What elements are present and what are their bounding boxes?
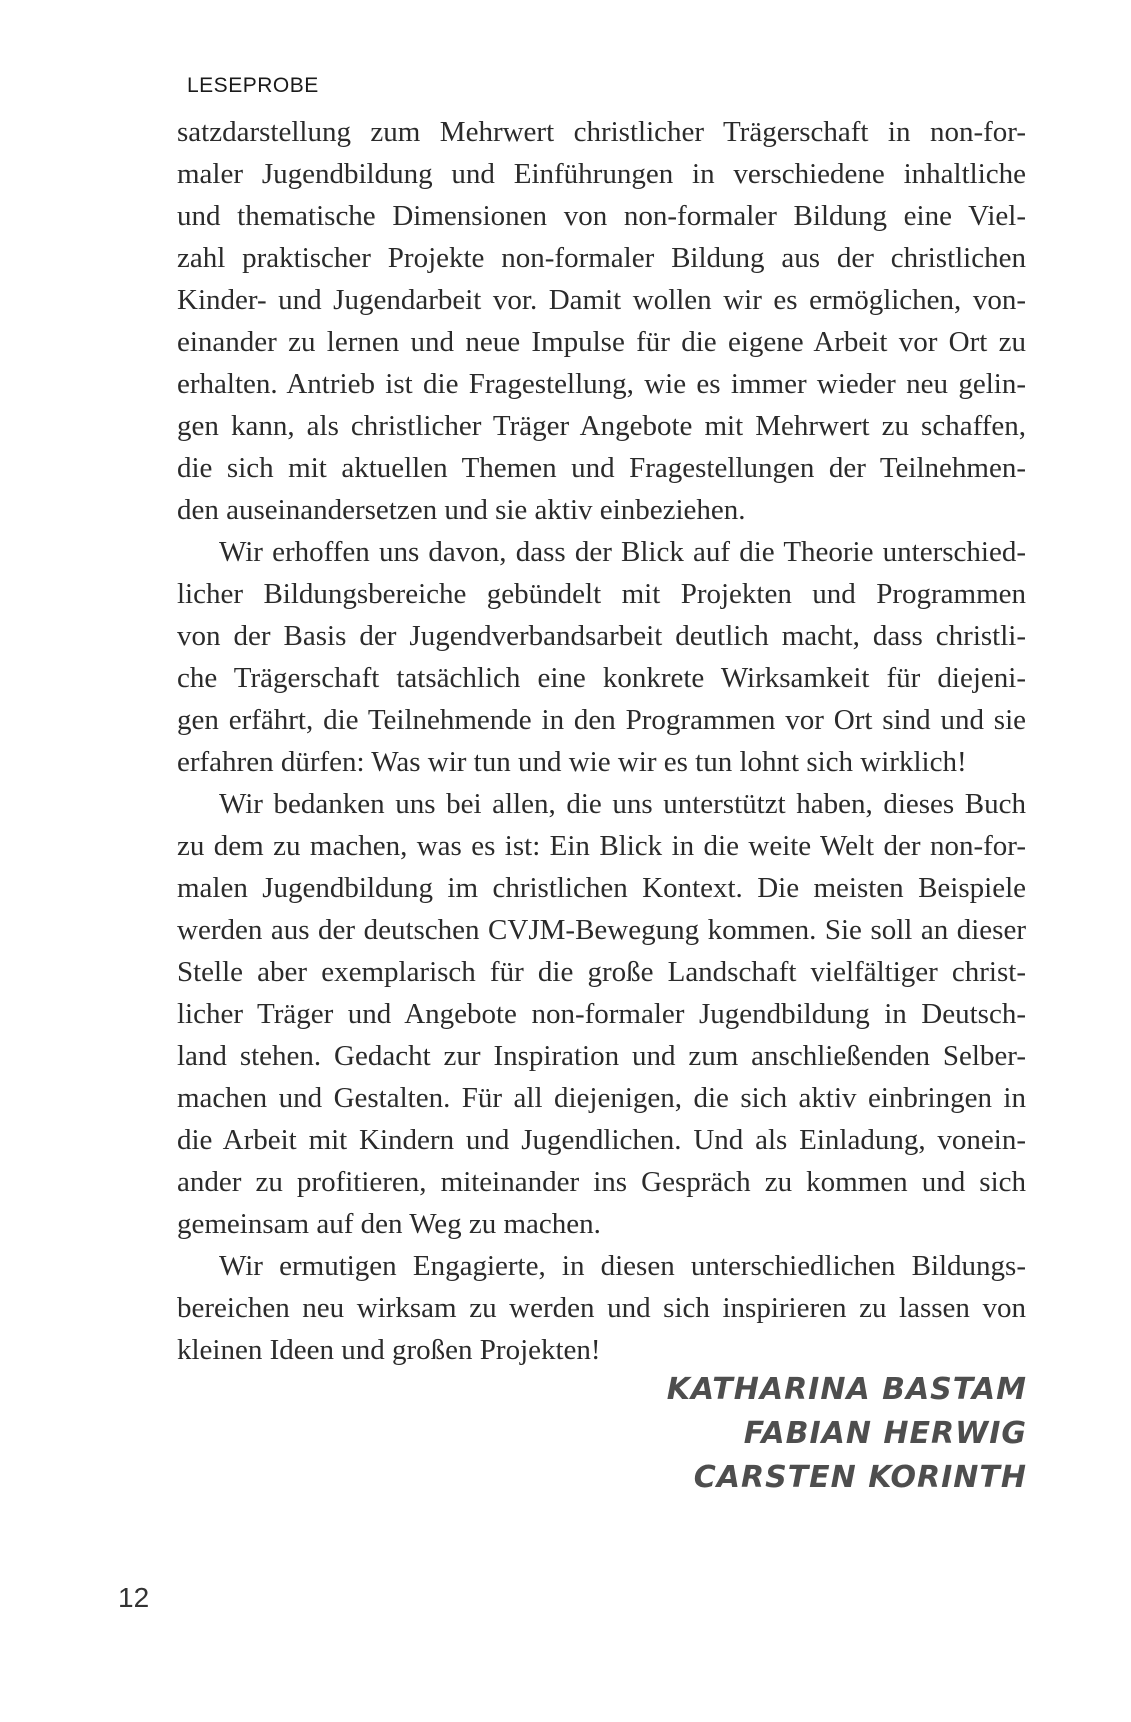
text-line: Wir bedanken uns bei allen, die uns unterstützt haben, dieses Buch [219,788,1026,820]
text-line: werden aus der deutschen CVJM-Bewegung kommen. Sie soll an dieser [177,914,1026,946]
text-line: gemeinsam auf den Weg zu machen. [177,1208,601,1240]
text-line: ander zu profitieren, miteinander ins Gespräch zu kommen und sich [177,1166,1026,1198]
text-line: einander zu lernen und neue Impulse für die eigene Arbeit vor Ort zu [177,326,1026,358]
body-text [177,111,1026,1371]
running-header: LESEPROBE [187,74,319,97]
text-line: malen Jugendbildung im christlichen Kontext. Die meisten Beispiele [177,872,1026,904]
text-line: maler Jugendbildung und Einführungen in verschiedene inhaltliche [177,158,1026,190]
text-line: Wir ermutigen Engagierte, in diesen unterschiedlichen Bildungs- [219,1250,1026,1282]
text-line: machen und Gestalten. Für all diejenigen, die sich aktiv einbringen in [177,1082,1026,1114]
author-signatures [667,1368,1027,1500]
text-line: licher Träger und Angebote non-formaler Jugendbildung in Deutsch- [177,998,1026,1030]
text-line: satzdarstellung zum Mehrwert christlicher Trägerschaft in non-for- [177,116,1026,148]
text-line: gen erfährt, die Teilnehmende in den Programmen vor Ort sind und sie [177,704,1026,736]
text-line: Stelle aber exemplarisch für die große Landschaft vielfältiger christ- [177,956,1026,988]
text-line: gen kann, als christlicher Träger Angebote mit Mehrwert zu schaffen, [177,410,1026,442]
signature-name: CARSTEN KORINTH [693,1460,1027,1495]
text-line: Kinder- und Jugendarbeit vor. Damit wollen wir es ermöglichen, von- [177,284,1026,316]
text-line: zu dem zu machen, was es ist: Ein Blick in die weite Welt der non-for- [177,830,1026,862]
signature-name: KATHARINA BASTAM [666,1372,1027,1407]
text-line: erfahren dürfen: Was wir tun und wie wir es tun lohnt sich wirklich! [177,746,967,778]
text-line: die Arbeit mit Kindern und Jugendlichen. Und als Einladung, vonein- [177,1124,1026,1156]
text-line: licher Bildungsbereiche gebündelt mit Projekten und Programmen [177,578,1026,610]
text-line: zahl praktischer Projekte non-formaler Bildung aus der christlichen [177,242,1026,274]
text-line: den auseinandersetzen und sie aktiv einbeziehen. [177,494,746,526]
text-line: land stehen. Gedacht zur Inspiration und zum anschließenden Selber- [177,1040,1026,1072]
text-line: bereichen neu wirksam zu werden und sich inspirieren zu lassen von [177,1292,1026,1324]
page-number: 12 [118,1582,150,1613]
text-line: erhalten. Antrieb ist die Fragestellung, wie es immer wieder neu gelin- [177,368,1026,400]
text-line: und thematische Dimensionen von non-formaler Bildung eine Viel- [177,200,1026,232]
text-line: von der Basis der Jugendverbandsarbeit deutlich macht, dass christli- [177,620,1026,652]
text-line: die sich mit aktuellen Themen und Fragestellungen der Teilnehmen- [177,452,1026,484]
text-line: kleinen Ideen und großen Projekten! [177,1334,601,1366]
text-line: Wir erhoffen uns davon, dass der Blick auf die Theorie unterschied- [219,536,1026,568]
text-line: che Trägerschaft tatsächlich eine konkrete Wirksamkeit für diejeni- [177,662,1026,694]
signature-name: FABIAN HERWIG [743,1416,1027,1451]
